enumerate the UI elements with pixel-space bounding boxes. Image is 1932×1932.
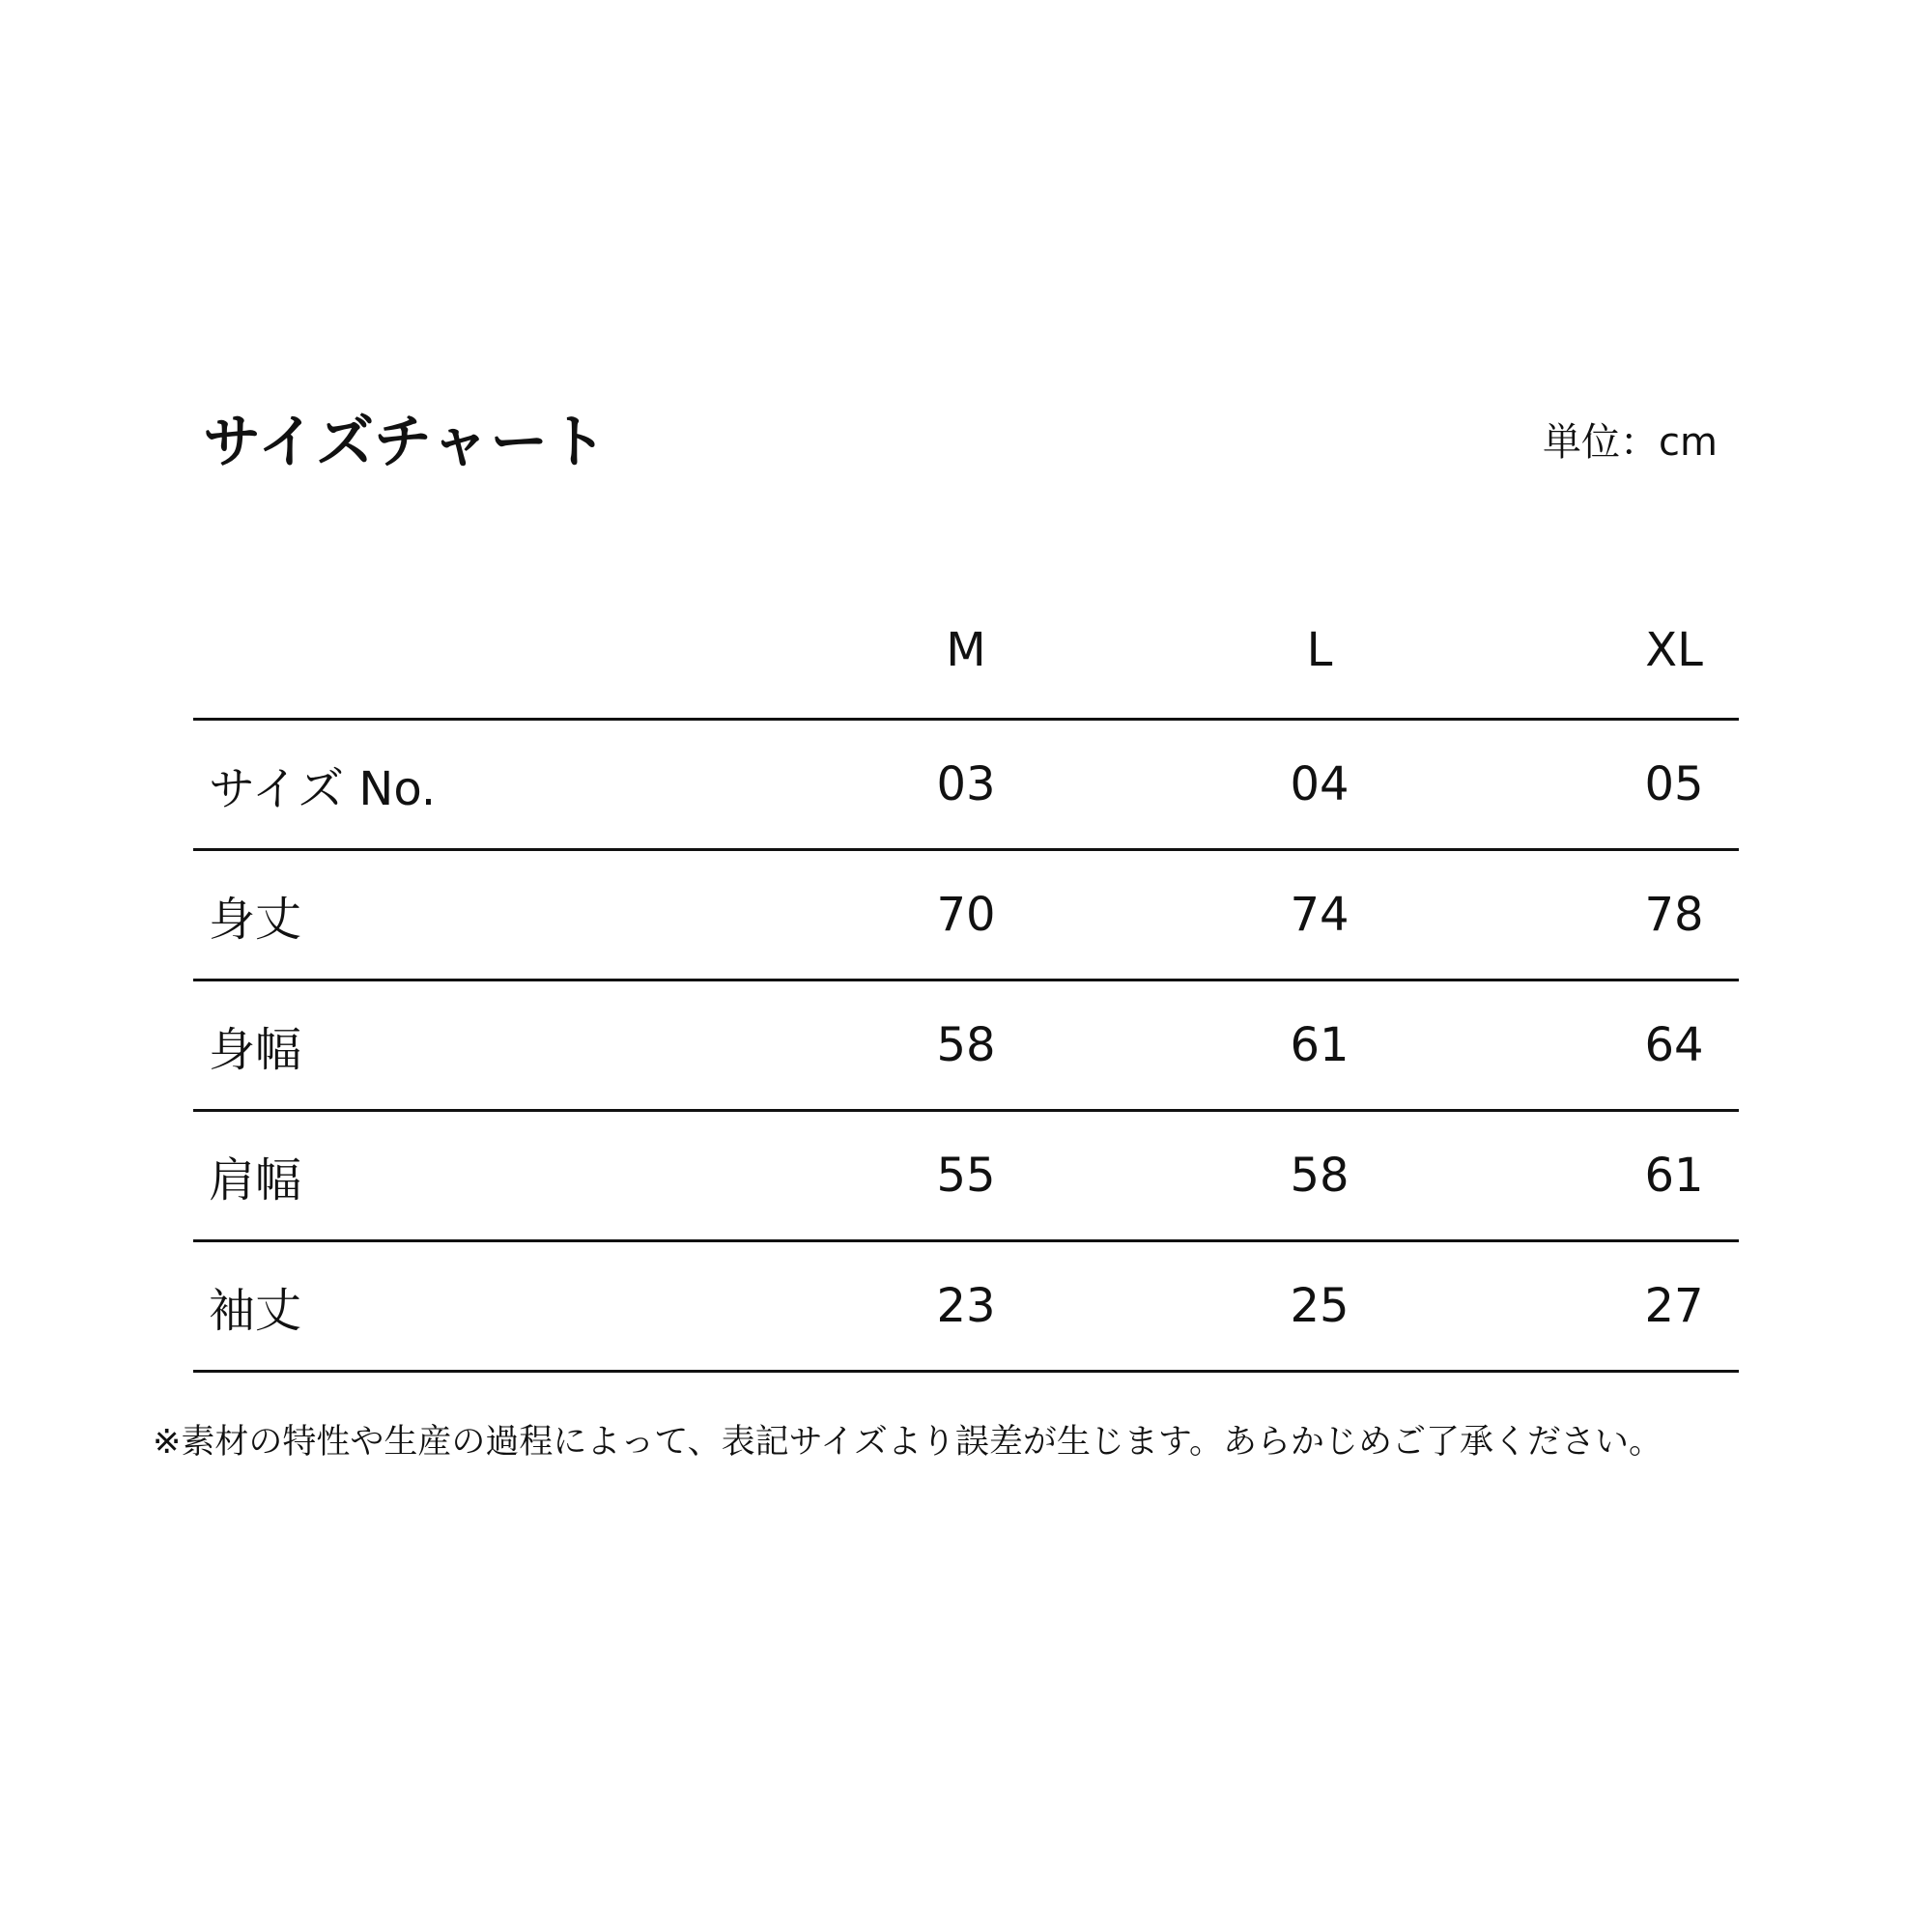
table-cell: 03: [936, 757, 996, 811]
row-label: 肩幅: [209, 1152, 302, 1208]
table-cell: 74: [1290, 888, 1350, 942]
page-title: サイズチャート: [203, 409, 609, 476]
table-row-body-length: [193, 848, 1739, 979]
column-header-m: M: [946, 623, 986, 677]
table-row-sleeve-length: [193, 1239, 1739, 1373]
table-cell: 58: [936, 1018, 996, 1072]
table-row-size-number: [193, 718, 1739, 848]
table-cell: 23: [936, 1279, 996, 1333]
row-label: 身幅: [209, 1022, 302, 1077]
table-cell: 78: [1644, 888, 1704, 942]
column-header-l: L: [1306, 623, 1333, 677]
table-cell: 04: [1290, 757, 1350, 811]
table-cell: 61: [1644, 1149, 1704, 1203]
table-cell: 25: [1290, 1279, 1350, 1333]
size-chart-table: [193, 613, 1739, 1373]
table-row-body-width: [193, 979, 1739, 1109]
row-label: 身丈: [209, 892, 302, 947]
table-cell: 61: [1290, 1018, 1350, 1072]
table-cell: 58: [1290, 1149, 1350, 1203]
table-cell: 64: [1644, 1018, 1704, 1072]
table-cell: 27: [1644, 1279, 1704, 1333]
table-cell: 05: [1644, 757, 1704, 811]
column-header-xl: XL: [1645, 623, 1703, 677]
footnote: ※素材の特性や生産の過程によって、表記サイズより誤差が生じます。あらかじめご了承ください。: [153, 1423, 1663, 1462]
table-header-row: [193, 613, 1739, 718]
row-label: サイズ No.: [209, 761, 437, 816]
table-row-shoulder-width: [193, 1109, 1739, 1239]
table-cell: 70: [936, 888, 996, 942]
row-label: 袖丈: [209, 1283, 302, 1338]
unit-label: 単位：cm: [1543, 420, 1718, 465]
table-cell: 55: [936, 1149, 996, 1203]
